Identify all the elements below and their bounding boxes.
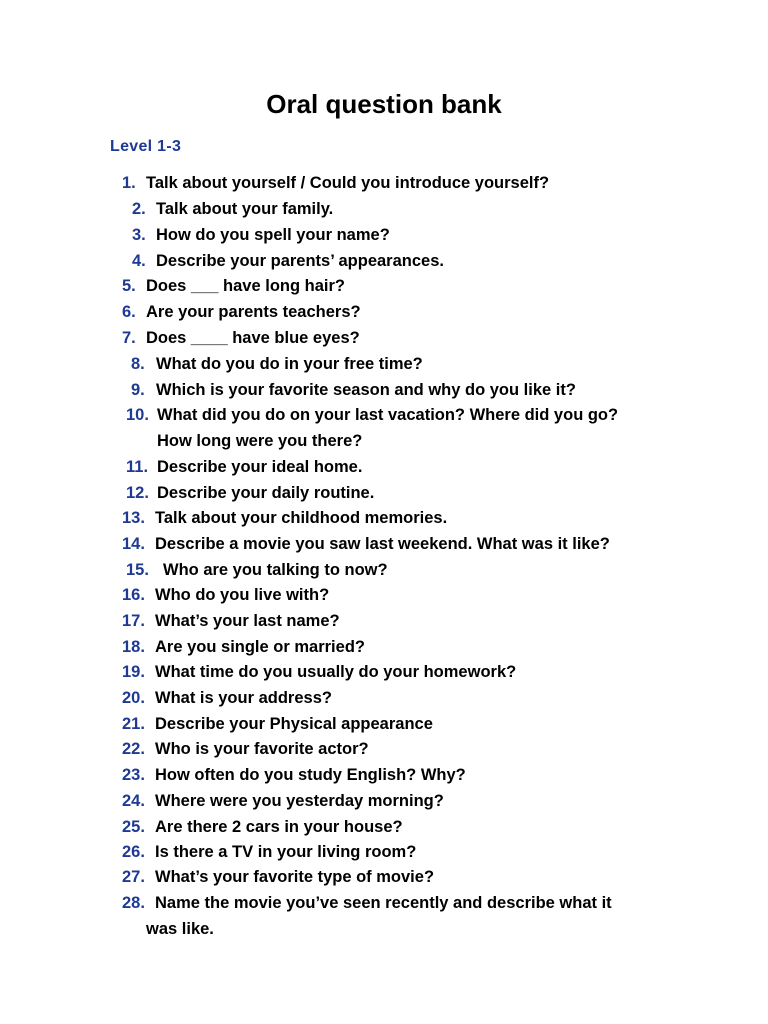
question-number: 27. [122,868,145,886]
question-number: 3. [132,226,146,244]
question-text: Name the movie you’ve seen recently and describe what it [155,894,612,912]
question-text: How often do you study English? Why? [155,766,466,784]
question-text: Does ___ have long hair? [146,277,345,295]
question-text: Are you single or married? [155,638,365,656]
question-item [126,402,618,428]
question-item [122,711,433,737]
question-number: 24. [122,792,145,810]
question-number: 28. [122,894,145,912]
question-text: How do you spell your name? [156,226,390,244]
question-item [122,505,447,531]
question-item [122,659,516,685]
question-item [122,299,361,325]
question-item [122,864,434,890]
question-text: Which is your favorite season and why do you like it? [156,381,576,399]
question-number: 21. [122,715,145,733]
question-item [132,196,333,222]
question-text: Where were you yesterday morning? [155,792,444,810]
question-number: 18. [122,638,145,656]
level-heading: Level 1-3 [110,138,182,155]
question-number: 14. [122,535,145,553]
question-text: Does ____ have blue eyes? [146,329,360,347]
question-number: 25. [122,818,145,836]
question-item [122,273,345,299]
question-number: 19. [122,663,145,681]
question-number: 11. [126,458,149,476]
question-number: 26. [122,843,145,861]
question-text: What did you do on your last vacation? Where did you go? [157,406,619,424]
question-text: Who is your favorite actor? [155,740,369,758]
question-item [122,890,612,916]
question-text: Are your parents teachers? [146,303,361,321]
page-title: Oral question bank [266,89,502,119]
question-text: What time do you usually do your homework? [155,663,517,681]
question-number: 22. [122,740,145,758]
question-number: 13. [122,509,145,527]
question-text: Describe your daily routine. [157,484,375,502]
question-item [122,814,403,840]
question-number: 7. [122,329,136,347]
question-item [122,788,444,814]
question-item [122,685,332,711]
question-item [122,325,360,351]
question-number: 16. [122,586,145,604]
question-text: Describe your ideal home. [157,458,363,476]
question-text: Talk about your childhood memories. [155,509,448,527]
question-text: What is your address? [155,689,332,707]
question-number: 20. [122,689,145,707]
question-number: 4. [132,252,146,270]
question-number: 23. [122,766,145,784]
question-item [122,608,340,634]
question-text: Who are you talking to now? [163,561,388,579]
question-text: Talk about yourself / Could you introduce yourself? [146,174,550,192]
question-number: 12. [126,484,149,502]
question-item [122,762,466,788]
question-item [122,531,610,557]
question-number: 8. [131,355,145,373]
question-text: Describe a movie you saw last weekend. What was it like? [155,535,610,553]
question-item [131,377,576,403]
question-text-continued: How long were you there? [157,432,363,450]
question-item [132,248,444,274]
question-number: 17. [122,612,145,630]
question-item [132,222,390,248]
question-text: Are there 2 cars in your house? [155,818,403,836]
question-text: Is there a TV in your living room? [155,843,417,861]
question-item [126,454,362,480]
question-text: Who do you live with? [155,586,330,604]
question-item [122,839,416,865]
question-item [122,582,329,608]
question-item [122,634,365,660]
question-item [122,736,369,762]
question-number: 5. [122,277,136,295]
question-text: Talk about your family. [156,200,334,218]
question-text: What do you do in your free time? [156,355,423,373]
question-number: 15. [126,561,149,579]
question-item [126,557,388,583]
question-text-continued: was like. [146,920,214,938]
question-text: What’s your favorite type of movie? [155,868,435,886]
question-item [126,480,374,506]
question-number: 6. [122,303,136,321]
question-text: Describe your parents’ appearances. [156,252,444,270]
question-item [122,170,549,196]
question-number: 9. [131,381,145,399]
question-item [131,351,423,377]
question-text: Describe your Physical appearance [155,715,433,733]
question-number: 1. [122,174,136,192]
question-number: 2. [132,200,146,218]
question-number: 10. [126,406,149,424]
question-text: What’s your last name? [155,612,340,630]
